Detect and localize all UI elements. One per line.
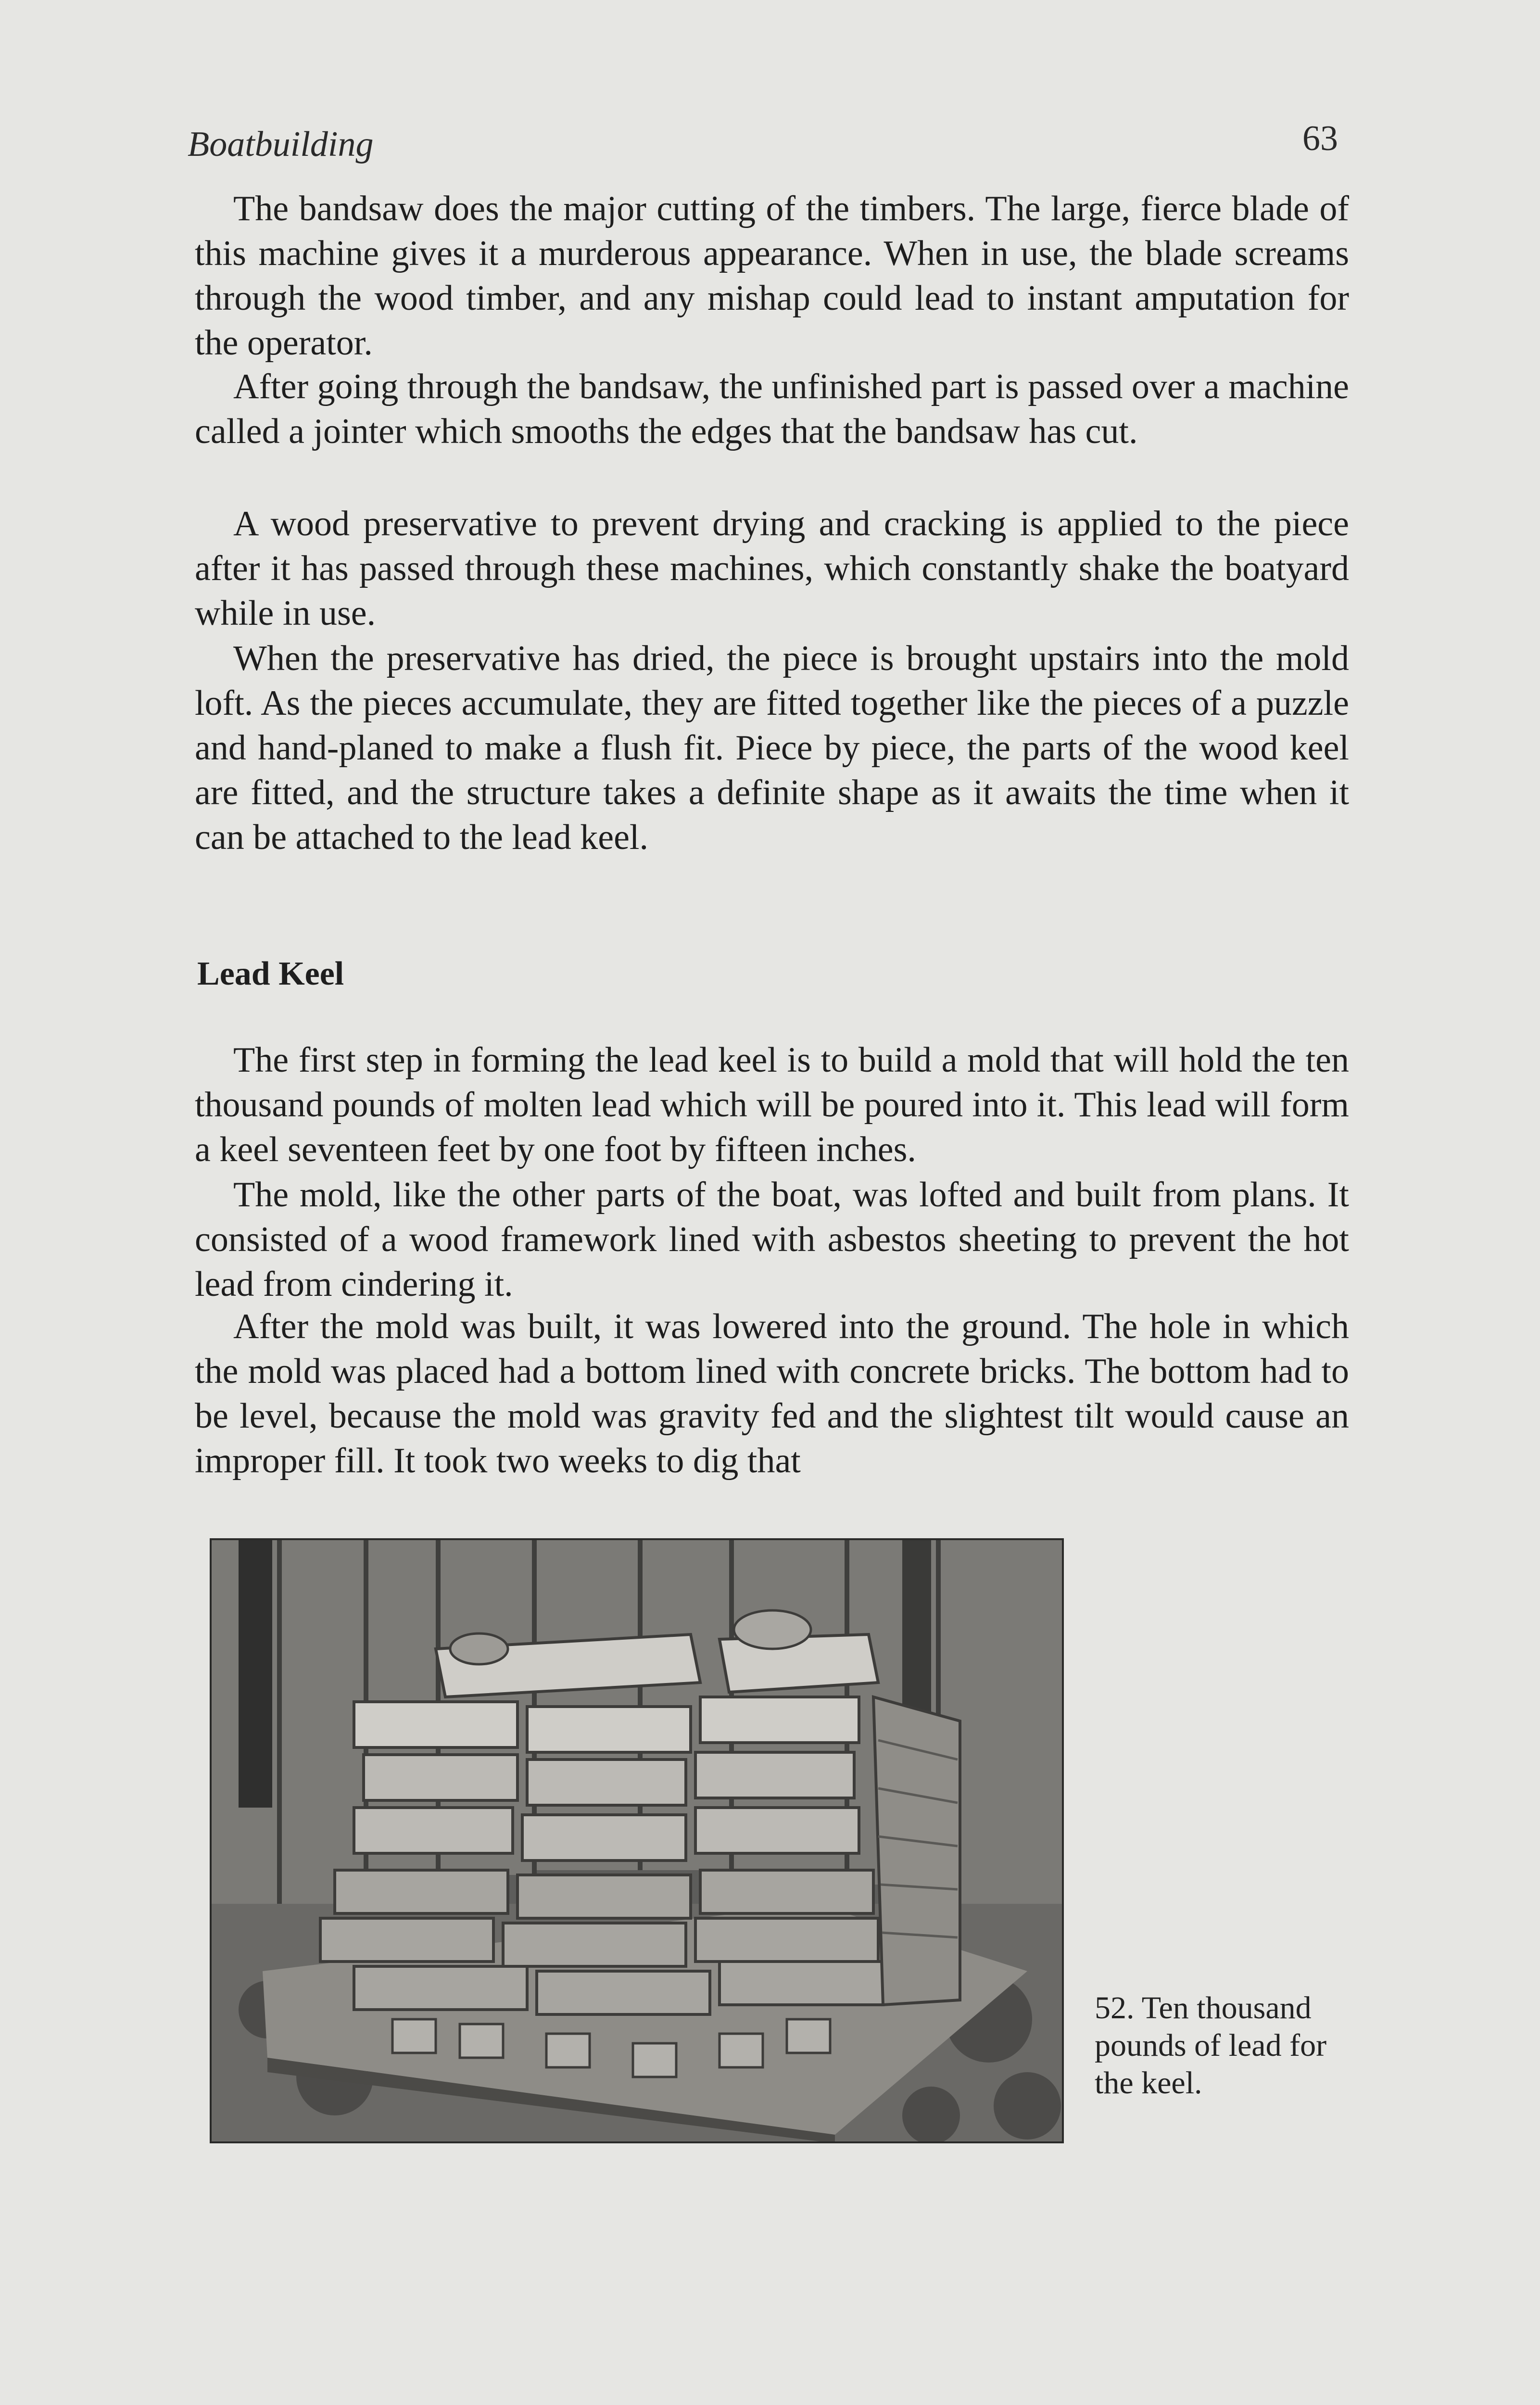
photo-illustration — [210, 1538, 1064, 2143]
paragraph: When the preservative has dried, the piece is brought upstairs into the mold loft. As the pieces accumulate, they are fitted together like the pieces of a puzzle and hand-planed to make a flush fit. Piece by piece, the parts of the wood keel are fitted, and the structure takes a definite shape as it awaits the time when it can be attached to the lead keel. — [195, 639, 1349, 857]
paragraph: The bandsaw does the major cutting of the timbers. The large, fierce blade of this machine gives it a murderous appearance. When in use, the blade screams through the wood timber, and any mishap could lead to instant amputation for the operator. — [195, 189, 1349, 363]
page-number: 63 — [1302, 119, 1338, 158]
paragraph: A wood preservative to prevent drying and cracking is applied to the piece after it has passed through these machines, which constantly shake the boatyard while in use. — [195, 504, 1349, 633]
paragraph: The mold, like the other parts of the boat, was lofted and built from plans. It consisted of a wood framework lined with asbestos sheeting to prevent the hot lead from cindering it. — [195, 1175, 1349, 1304]
paragraph: After going through the bandsaw, the unfinished part is passed over a machine called a jointer which smooths the edges that the bandsaw has cut. — [195, 367, 1349, 451]
figure-caption: 52. Ten thousand pounds of lead for the keel. — [1095, 1990, 1327, 2101]
paragraph: After the mold was built, it was lowered into the ground. The hole in which the mold was placed had a bottom lined with concrete bricks. The bottom had to be level, because the mold was gravity fed and the slightest tilt would cause an improper fill. It took two weeks to dig that — [195, 1307, 1349, 1481]
running-head: Boatbuilding — [188, 125, 374, 164]
lead-ingots-photo — [210, 1538, 1064, 2143]
paragraph: The first step in forming the lead keel is to build a mold that will hold the ten thousand pounds of molten lead which will be poured into it. This lead will form a keel seventeen feet by one foot by fifteen inches. — [195, 1040, 1349, 1169]
section-heading: Lead Keel — [197, 955, 344, 992]
